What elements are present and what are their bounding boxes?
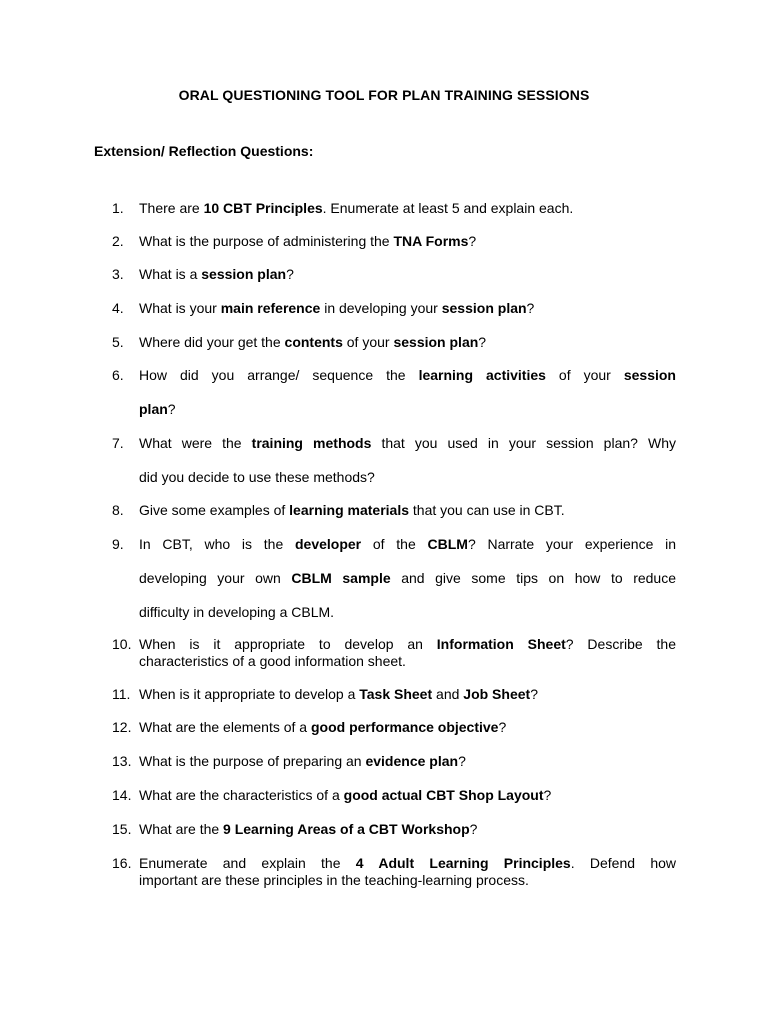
question-number: 12. [112,719,132,735]
emphasis-text: evidence plan [365,753,459,769]
question-text: How did you arrange/ sequence the [139,367,419,383]
question-text-line [139,502,676,519]
question-text: What is your [139,300,221,316]
question-text-line [139,821,676,838]
question-text: of your [342,334,394,350]
question-text: There are [139,200,204,216]
question-text: When is it appropriate to develop an [139,636,437,652]
question-text: Give some examples of [139,502,290,518]
question-text-line [139,753,676,770]
question-text: In CBT, who is the [139,536,295,552]
question-text: difficulty in developing a CBLM. [139,604,335,620]
emphasis-text: Job Sheet [463,686,531,702]
question-number: 11. [112,686,131,702]
question-text: ? [478,334,487,350]
emphasis-text: CBLM [427,536,468,552]
question-text: that you used in your session plan? Why [371,435,676,451]
question-text: ? [530,686,538,702]
emphasis-text: 10 CBT Principles [203,200,323,216]
question-text: of the [361,536,428,552]
emphasis-text: learning materials [289,502,409,518]
question-text: ? [458,753,466,769]
emphasis-text: plan [139,401,168,417]
list-item [112,536,676,621]
list-item [112,334,676,351]
question-text-line [139,872,676,889]
emphasis-text: session plan [201,266,287,282]
question-text-line [139,636,676,653]
question-number: 2. [112,233,124,249]
question-number: 6. [112,367,124,383]
list-item [112,266,676,283]
question-number: 1. [112,200,124,216]
emphasis-text: developer [294,536,362,552]
list-item [112,502,676,519]
question-text: ? [468,233,477,249]
question-text: characteristics of a good information sheet. [139,653,406,669]
emphasis-text: good actual CBT Shop Layout [343,787,544,803]
list-item [112,367,676,418]
question-text-line [139,653,676,670]
question-number: 15. [112,821,132,837]
question-number: 7. [112,435,124,451]
question-text: that you can use in CBT. [409,502,565,518]
list-item [112,753,676,770]
question-text-line [139,604,676,621]
question-text: of your [545,367,624,383]
emphasis-text: session plan [393,334,479,350]
question-text-line [139,855,676,872]
question-number: 9. [112,536,124,552]
question-text-line [139,570,676,587]
emphasis-text: TNA Forms [393,233,469,249]
question-number: 5. [112,334,124,350]
question-number: 3. [112,266,124,282]
question-text-line [139,300,676,317]
list-item [112,686,676,703]
question-text: did you decide to use these methods? [139,469,375,485]
emphasis-text: session [623,367,676,383]
question-text: What is the purpose of administering the [139,233,394,249]
question-text: ? Narrate your experience in [467,536,676,552]
question-text-line [139,435,676,452]
list-item [112,200,676,217]
emphasis-text: main reference [220,300,321,316]
question-text-line [139,469,676,486]
question-number: 16. [112,855,132,871]
question-text: ? [526,300,535,316]
question-number: 14. [112,787,132,803]
emphasis-text: session plan [441,300,527,316]
question-text-line [139,334,676,351]
question-text: What are the elements of a [139,719,311,735]
question-text: When is it appropriate to develop a [139,686,360,702]
question-text: ? [498,719,507,735]
question-text-line [139,200,676,217]
question-text: What are the characteristics of a [139,787,344,803]
question-text: What is the purpose of preparing an [139,753,366,769]
emphasis-text: 4 Adult Learning Principles [355,855,571,871]
question-text: What were the [139,435,252,451]
emphasis-text: CBLM sample [291,570,391,586]
question-number: 13. [112,753,132,769]
emphasis-text: contents [284,334,343,350]
list-item [112,821,676,838]
emphasis-text: Task Sheet [359,686,433,702]
emphasis-text: good performance objective [310,719,499,735]
question-text: important are these principles in the teaching-learning process. [139,872,529,888]
question-number: 8. [112,502,124,518]
emphasis-text: training methods [251,435,372,451]
question-text-line [139,719,676,736]
list-item [112,636,676,670]
list-item [112,300,676,317]
question-text: ? [543,787,552,803]
question-text: ? [469,821,478,837]
question-text-line [139,233,676,250]
list-item [112,233,676,250]
question-text: Enumerate and explain the [139,855,356,871]
question-text: . Defend how [570,855,676,871]
question-number: 4. [112,300,124,316]
emphasis-text: learning activities [418,367,546,383]
question-text: What are the [139,821,224,837]
question-text: ? [286,266,294,282]
section-heading: Extension/ Reflection Questions: [94,143,314,159]
question-text-line [139,686,676,703]
question-text: and [432,686,464,702]
emphasis-text: 9 Learning Areas of a CBT Workshop [223,821,470,837]
question-text: in developing your [320,300,442,316]
question-text-line [139,367,676,384]
question-text: Where did your get the [139,334,285,350]
list-item [112,855,676,889]
list-item [112,719,676,736]
question-text-line [139,536,676,553]
document-title: ORAL QUESTIONING TOOL FOR PLAN TRAINING SESSIONS [178,87,590,103]
list-item [112,787,676,804]
question-text: What is a [139,266,202,282]
list-item [112,435,676,486]
question-text: ? Describe the [565,636,676,652]
question-text: . Enumerate at least 5 and explain each. [322,200,574,216]
question-text-line [139,401,676,418]
question-text-line [139,787,676,804]
question-text-line [139,266,676,283]
question-number: 10. [112,636,132,652]
question-text: developing your own [139,570,292,586]
question-text: and give some tips on how to reduce [390,570,676,586]
question-text: ? [167,401,176,417]
emphasis-text: Information Sheet [436,636,566,652]
